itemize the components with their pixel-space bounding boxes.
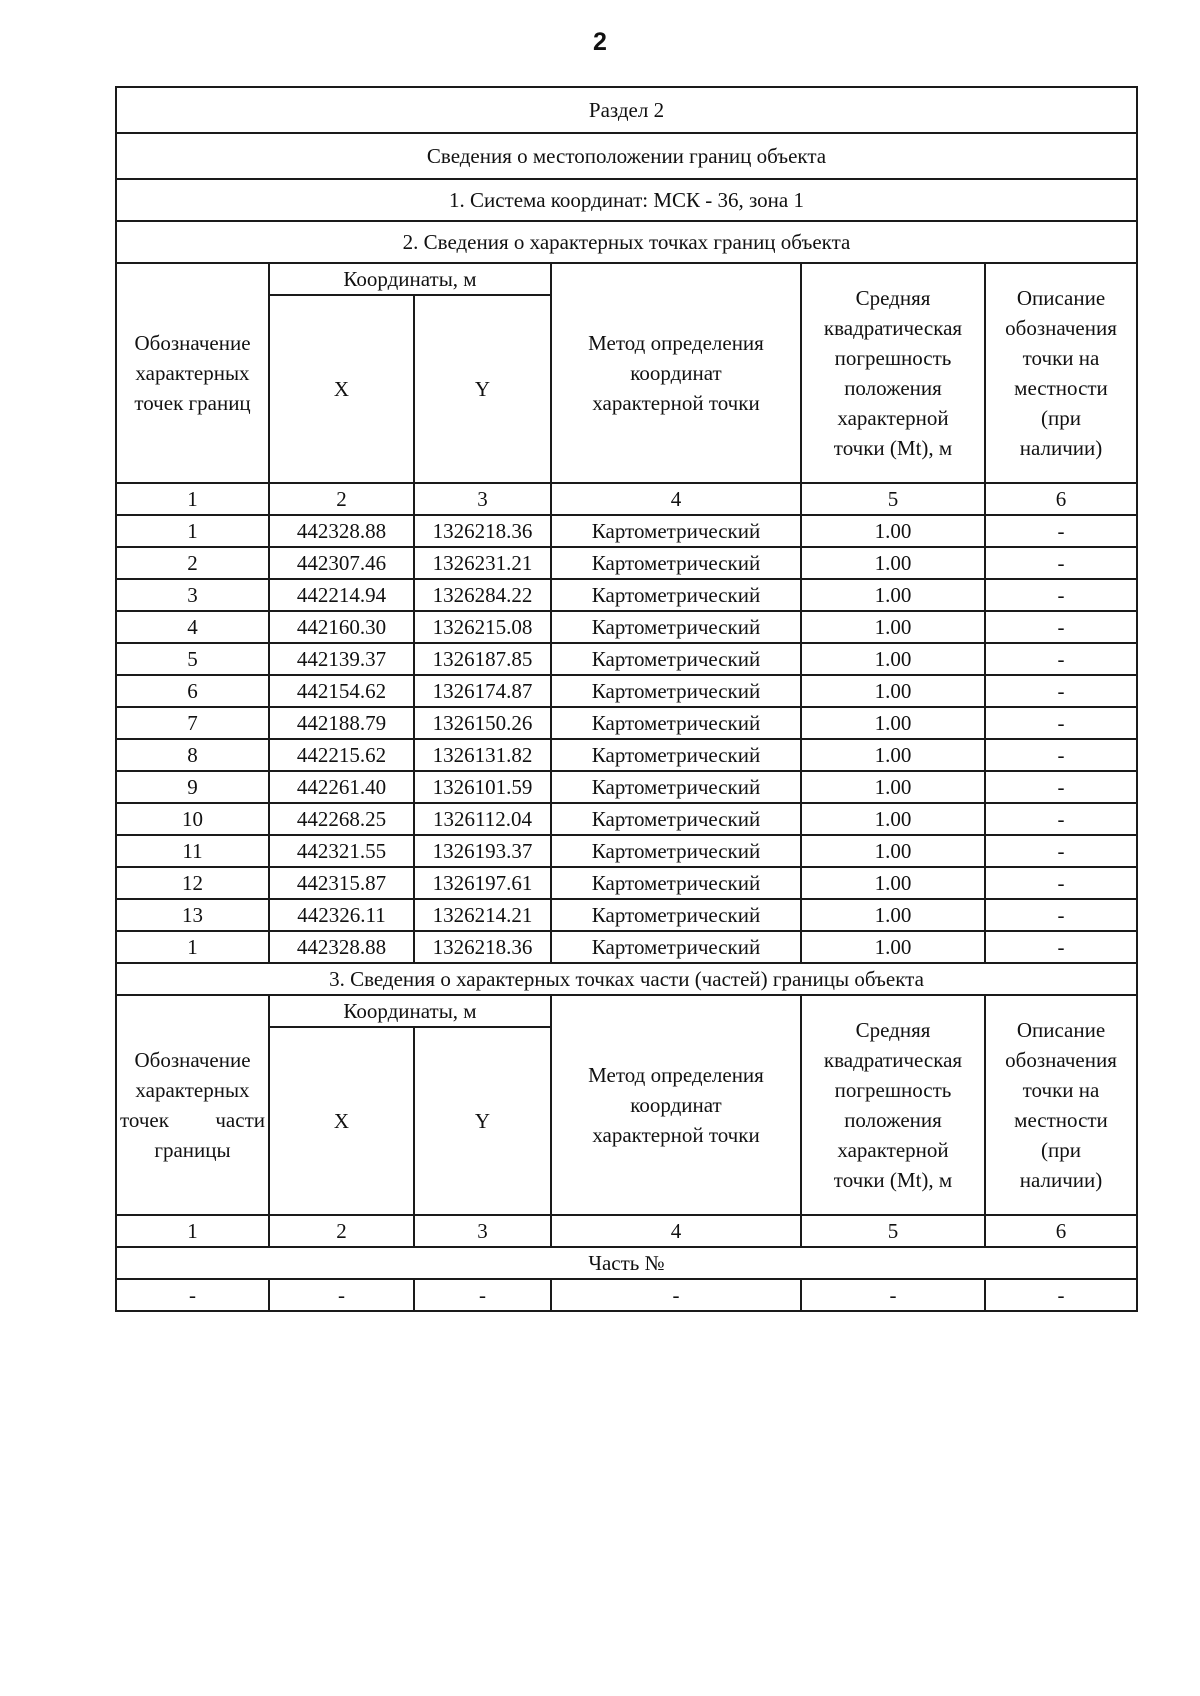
point-number-cell: 8	[116, 739, 269, 771]
point-number-cell: 10	[116, 803, 269, 835]
t2-h5-line: квадратическая	[823, 1048, 963, 1072]
x-coordinate-cell: 442160.30	[269, 611, 414, 643]
empty-cell: -	[116, 1279, 269, 1311]
t2-h6-line: точки на	[1022, 1078, 1100, 1102]
table-row	[116, 547, 1137, 579]
error-cell: 1.00	[801, 931, 985, 963]
method-cell: Картометрический	[551, 515, 801, 547]
method-cell: Картометрический	[551, 611, 801, 643]
t1-error-header	[801, 263, 985, 483]
page-number: 2	[593, 28, 607, 56]
t2-h1-word: точек	[120, 1108, 169, 1132]
method-cell: Картометрический	[551, 579, 801, 611]
t1-method-header	[551, 263, 801, 483]
t1-h1-line: Обозначение	[134, 331, 251, 355]
x-coordinate-cell: 442328.88	[269, 515, 414, 547]
x-coordinate-cell: 442154.62	[269, 675, 414, 707]
t2-h1-line: Обозначение	[134, 1048, 251, 1072]
y-coordinate-cell: 1326284.22	[414, 579, 551, 611]
method-cell: Картометрический	[551, 739, 801, 771]
x-coordinate-cell: 442215.62	[269, 739, 414, 771]
error-cell: 1.00	[801, 835, 985, 867]
error-cell: 1.00	[801, 899, 985, 931]
table-row	[116, 931, 1137, 963]
col-number: 5	[801, 483, 985, 515]
t1-h5-line: точки (Mt), м	[833, 436, 953, 460]
method-cell: Картометрический	[551, 803, 801, 835]
t2-coordinates-header: Координаты, м	[269, 995, 551, 1027]
t1-description-header	[985, 263, 1137, 483]
method-cell: Картометрический	[551, 771, 801, 803]
description-cell: -	[985, 611, 1137, 643]
points-heading: 2. Сведения о характерных точках границ объекта	[116, 221, 1137, 263]
y-coordinate-cell: 1326214.21	[414, 899, 551, 931]
description-cell: -	[985, 899, 1137, 931]
y-coordinate-cell: 1326215.08	[414, 611, 551, 643]
t1-point-designation-header	[116, 263, 269, 483]
y-coordinate-cell: 1326231.21	[414, 547, 551, 579]
t2-column-numbers	[116, 1215, 1137, 1247]
col-number: 3	[414, 483, 551, 515]
point-number-cell: 5	[116, 643, 269, 675]
error-cell: 1.00	[801, 867, 985, 899]
table-row	[116, 675, 1137, 707]
t1-h1-line: точек границ	[134, 391, 251, 415]
point-number-cell: 3	[116, 579, 269, 611]
description-cell: -	[985, 547, 1137, 579]
t2-h5-line: положения	[844, 1108, 942, 1132]
table-row	[116, 739, 1137, 771]
t2-h6-line: наличии)	[1019, 1168, 1103, 1192]
error-cell: 1.00	[801, 771, 985, 803]
error-cell: 1.00	[801, 515, 985, 547]
y-coordinate-cell: 1326131.82	[414, 739, 551, 771]
x-coordinate-cell: 442326.11	[269, 899, 414, 931]
description-cell: -	[985, 707, 1137, 739]
point-number-cell: 12	[116, 867, 269, 899]
t1-h6-line: (при	[1041, 406, 1081, 430]
t2-error-header	[801, 995, 985, 1215]
t2-h6-line: Описание	[1016, 1018, 1106, 1042]
t1-h6-line: обозначения	[1005, 316, 1117, 340]
y-coordinate-cell: 1326174.87	[414, 675, 551, 707]
method-cell: Картометрический	[551, 899, 801, 931]
error-cell: 1.00	[801, 739, 985, 771]
col-number: 6	[985, 483, 1137, 515]
empty-cell: -	[269, 1279, 414, 1311]
t2-x-header: X	[269, 1027, 414, 1215]
y-coordinate-cell: 1326193.37	[414, 835, 551, 867]
table-row	[116, 643, 1137, 675]
col-number: 4	[551, 1215, 801, 1247]
empty-cell: -	[414, 1279, 551, 1311]
x-coordinate-cell: 442268.25	[269, 803, 414, 835]
x-coordinate-cell: 442307.46	[269, 547, 414, 579]
col-number: 2	[269, 1215, 414, 1247]
coordinate-system: 1. Система координат: МСК - 36, зона 1	[116, 179, 1137, 221]
description-cell: -	[985, 771, 1137, 803]
description-cell: -	[985, 931, 1137, 963]
y-coordinate-cell: 1326197.61	[414, 867, 551, 899]
description-cell: -	[985, 867, 1137, 899]
error-cell: 1.00	[801, 803, 985, 835]
x-coordinate-cell: 442321.55	[269, 835, 414, 867]
table-row	[116, 803, 1137, 835]
t2-h6-line: обозначения	[1005, 1048, 1117, 1072]
t2-point-designation-header	[116, 995, 269, 1215]
t1-y-header: Y	[414, 295, 551, 483]
description-cell: -	[985, 739, 1137, 771]
x-coordinate-cell: 442214.94	[269, 579, 414, 611]
col-number: 2	[269, 483, 414, 515]
boundary-points-document-table	[115, 86, 1138, 1312]
t1-data-rows	[116, 515, 1137, 963]
description-cell: -	[985, 835, 1137, 867]
y-coordinate-cell: 1326218.36	[414, 931, 551, 963]
point-number-cell: 7	[116, 707, 269, 739]
method-cell: Картометрический	[551, 707, 801, 739]
t1-h1-line: характерных	[135, 361, 250, 385]
method-cell: Картометрический	[551, 675, 801, 707]
t2-h4-line: характерной точки	[592, 1123, 760, 1147]
table-row	[116, 771, 1137, 803]
t2-h5-line: Средняя	[855, 1018, 931, 1042]
y-coordinate-cell: 1326112.04	[414, 803, 551, 835]
t2-h4-line: координат	[630, 1093, 722, 1117]
section-title: Раздел 2	[116, 87, 1137, 133]
t1-h6-line: местности	[1014, 376, 1108, 400]
table-row	[116, 579, 1137, 611]
empty-cell: -	[551, 1279, 801, 1311]
part-number-label: Часть №	[116, 1247, 1137, 1279]
t2-h1-line: характерных	[135, 1078, 250, 1102]
point-number-cell: 6	[116, 675, 269, 707]
point-number-cell: 1	[116, 515, 269, 547]
x-coordinate-cell: 442188.79	[269, 707, 414, 739]
t2-method-header	[551, 995, 801, 1215]
description-cell: -	[985, 515, 1137, 547]
t2-h6-line: местности	[1014, 1108, 1108, 1132]
error-cell: 1.00	[801, 707, 985, 739]
t1-h5-line: положения	[844, 376, 942, 400]
table-row	[116, 899, 1137, 931]
t1-h5-line: погрешность	[834, 346, 952, 370]
t1-h5-line: квадратическая	[823, 316, 963, 340]
empty-cell: -	[801, 1279, 985, 1311]
t2-h1-line: границы	[154, 1138, 231, 1162]
t1-x-header: X	[269, 295, 414, 483]
t2-h5-line: погрешность	[834, 1078, 952, 1102]
method-cell: Картометрический	[551, 547, 801, 579]
t1-h6-line: Описание	[1016, 286, 1106, 310]
point-number-cell: 11	[116, 835, 269, 867]
description-cell: -	[985, 675, 1137, 707]
parts-heading: 3. Сведения о характерных точках части (частей) границы объекта	[116, 963, 1137, 995]
error-cell: 1.00	[801, 675, 985, 707]
point-number-cell: 1	[116, 931, 269, 963]
table-row	[116, 867, 1137, 899]
t2-h6-line: (при	[1041, 1138, 1081, 1162]
t2-description-header	[985, 995, 1137, 1215]
empty-cell: -	[985, 1279, 1137, 1311]
method-cell: Картометрический	[551, 835, 801, 867]
col-number: 1	[116, 1215, 269, 1247]
t1-h5-line: Средняя	[855, 286, 931, 310]
point-number-cell: 2	[116, 547, 269, 579]
t1-column-numbers	[116, 483, 1137, 515]
y-coordinate-cell: 1326187.85	[414, 643, 551, 675]
point-number-cell: 13	[116, 899, 269, 931]
point-number-cell: 9	[116, 771, 269, 803]
col-number: 1	[116, 483, 269, 515]
t1-h4-line: координат	[630, 361, 722, 385]
x-coordinate-cell: 442261.40	[269, 771, 414, 803]
col-number: 3	[414, 1215, 551, 1247]
method-cell: Картометрический	[551, 931, 801, 963]
col-number: 4	[551, 483, 801, 515]
t2-h1-justified-line	[120, 1105, 265, 1135]
section-subtitle: Сведения о местоположении границ объекта	[116, 133, 1137, 179]
t1-h4-line: Метод определения	[588, 331, 764, 355]
t1-h6-line: наличии)	[1019, 436, 1103, 460]
t2-h5-line: точки (Mt), м	[833, 1168, 953, 1192]
table-row	[116, 835, 1137, 867]
t2-empty-row	[116, 1279, 1137, 1311]
description-cell: -	[985, 579, 1137, 611]
table-row	[116, 707, 1137, 739]
y-coordinate-cell: 1326150.26	[414, 707, 551, 739]
t1-h5-line: характерной	[837, 406, 949, 430]
description-cell: -	[985, 643, 1137, 675]
t1-h4-line: характерной точки	[592, 391, 760, 415]
t2-h1-word: части	[215, 1108, 265, 1132]
table-row	[116, 515, 1137, 547]
x-coordinate-cell: 442315.87	[269, 867, 414, 899]
error-cell: 1.00	[801, 611, 985, 643]
col-number: 5	[801, 1215, 985, 1247]
table-row	[116, 611, 1137, 643]
x-coordinate-cell: 442139.37	[269, 643, 414, 675]
col-number: 6	[985, 1215, 1137, 1247]
error-cell: 1.00	[801, 547, 985, 579]
method-cell: Картометрический	[551, 643, 801, 675]
t2-h4-line: Метод определения	[588, 1063, 764, 1087]
description-cell: -	[985, 803, 1137, 835]
t1-coordinates-header: Координаты, м	[269, 263, 551, 295]
t1-h6-line: точки на	[1022, 346, 1100, 370]
t2-y-header: Y	[414, 1027, 551, 1215]
x-coordinate-cell: 442328.88	[269, 931, 414, 963]
error-cell: 1.00	[801, 579, 985, 611]
y-coordinate-cell: 1326218.36	[414, 515, 551, 547]
method-cell: Картометрический	[551, 867, 801, 899]
error-cell: 1.00	[801, 643, 985, 675]
point-number-cell: 4	[116, 611, 269, 643]
y-coordinate-cell: 1326101.59	[414, 771, 551, 803]
t2-h5-line: характерной	[837, 1138, 949, 1162]
